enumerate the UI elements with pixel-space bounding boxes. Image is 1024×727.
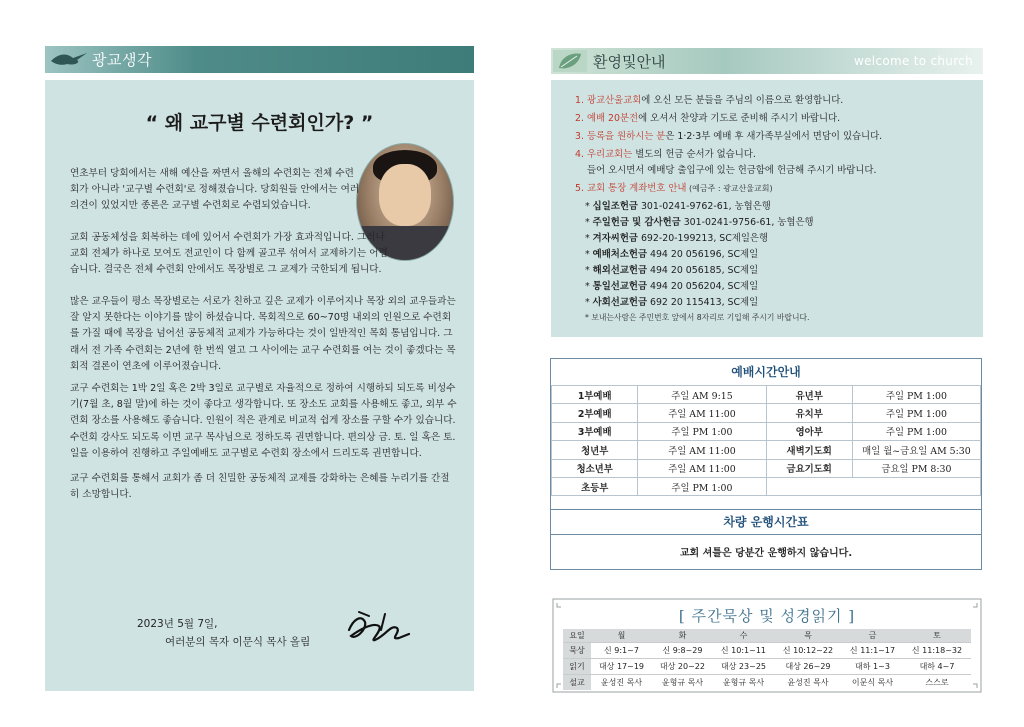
table-cell: 신 9:8~29 bbox=[652, 643, 713, 659]
column-date: 2023년 5월 7일, bbox=[137, 618, 218, 630]
service-name: 영아부 bbox=[766, 422, 852, 440]
schedule-title: 예배시간안내 bbox=[551, 359, 981, 386]
welcome-item-4-continued bbox=[587, 162, 876, 176]
right-header-subtitle: welcome to church bbox=[853, 54, 973, 68]
table-cell: 윤형규 목사 bbox=[713, 675, 774, 691]
table-row bbox=[563, 659, 971, 675]
table-row bbox=[552, 422, 981, 440]
column-header: 화 bbox=[652, 629, 713, 643]
welcome-item-3 bbox=[575, 128, 882, 142]
service-name: 초등부 bbox=[552, 477, 638, 495]
table-header-row bbox=[563, 629, 971, 643]
service-time: 주일 AM 9:15 bbox=[638, 386, 766, 404]
table-cell: 대하 1~3 bbox=[842, 659, 903, 675]
table-cell: 대상 17~19 bbox=[591, 659, 652, 675]
service-time: 주일 PM 1:00 bbox=[852, 422, 980, 440]
welcome-item-highlight: 광교산울교회 bbox=[586, 95, 642, 106]
welcome-item-text: 에 오셔서 찬양과 기도로 준비해 주시기 바랍니다. bbox=[638, 113, 841, 124]
right-section-header bbox=[551, 48, 983, 74]
service-time: 주일 PM 1:00 bbox=[638, 422, 766, 440]
account-value: 494 20 056204, SC제일 bbox=[650, 281, 759, 292]
service-name: 3부예배 bbox=[552, 422, 638, 440]
column-header: 금 bbox=[842, 629, 903, 643]
row-label: 읽기 bbox=[563, 659, 591, 675]
column-header: 요일 bbox=[563, 629, 591, 643]
account-name: 겨자씨헌금 bbox=[592, 233, 638, 244]
service-time: 주일 PM 1:00 bbox=[852, 386, 980, 404]
row-label: 설교 bbox=[563, 675, 591, 691]
welcome-item-highlight: 등록을 원하시는 분 bbox=[586, 131, 666, 142]
welcome-item-text: (예금주 : 광교산울교회) bbox=[686, 184, 773, 193]
empty-cell bbox=[766, 477, 980, 495]
table-cell: 윤성진 목사 bbox=[774, 675, 842, 691]
welcome-item-5 bbox=[575, 180, 773, 194]
column-header: 월 bbox=[591, 629, 652, 643]
row-label: 묵상 bbox=[563, 643, 591, 659]
table-cell: 신 11:1~17 bbox=[842, 643, 903, 659]
table-row bbox=[563, 675, 971, 691]
account-value: 301-0241-9756-61, 농협은행 bbox=[683, 217, 814, 228]
table-cell: 스스로 bbox=[903, 675, 971, 691]
column-signoff: 여러분의 목자 이문식 목사 올림 bbox=[165, 636, 311, 648]
service-name: 유년부 bbox=[766, 386, 852, 404]
column-paragraph-5: 교구 수련회를 통해서 교회가 좀 더 친밀한 공동체적 교제를 강화하는 은혜를 누리기를 간절히 소망합니다. bbox=[70, 473, 450, 501]
account-name: 사회선교헌금 bbox=[592, 297, 648, 308]
service-name: 2부예배 bbox=[552, 404, 638, 422]
welcome-item-text: 은 1·2·3부 예배 후 새가족부실에서 면담이 있습니다. bbox=[665, 131, 883, 142]
reading-title: [ 주간묵상 및 성경읽기 ] bbox=[678, 607, 856, 625]
weekly-reading bbox=[551, 597, 983, 694]
column-header: 토 bbox=[903, 629, 971, 643]
column-paragraph-1: 연초부터 당회에서는 새해 예산을 짜면서 올해의 수련회는 전체 수련회가 아니라 '교구별 수련회'로 정해졌습니다. 당회원들 안에서는 여러 의견이 있었지만 종론은 교구별 수련회로 수렴되었습니다. bbox=[70, 168, 360, 212]
table-row bbox=[552, 404, 981, 422]
column-paragraph-4: 교구 수련회는 1박 2일 혹은 2박 3일로 교구별로 자율적으로 정하여 시행하되 되도록 비성수기(7월 초, 8월 말)에 하는 것이 좋다고 생각합니다. 또 장소도 교회를 사용해도 좋고, 외부 수련회 장소를 사용해도 좋습니다. 인원이 적은 관계로 비교적 쉽게 장소를 구할 수가 있습니다. 수련회 강사도 되도록 이면 교구 목사님으로 정하도록 권면합니다. 편의상 금. 토. 일 혹은 토. 일을 이용하여 진행하고 주일예배도 교구별로 수련회 장소에서 드리도록 권면합니다. bbox=[70, 383, 457, 459]
account-row: * 사회선교헌금 692 20 115413, SC제일 bbox=[585, 297, 759, 308]
table-cell: 이문식 목사 bbox=[842, 675, 903, 691]
account-row: * 주일헌금 및 감사헌금 301-0241-9756-61, 농협은행 bbox=[585, 217, 814, 228]
welcome-item-highlight: 우리교회는 bbox=[586, 149, 633, 160]
service-name: 새벽기도회 bbox=[766, 441, 852, 459]
service-time: 매일 월~금요일 AM 5:30 bbox=[852, 441, 980, 459]
account-row: * 예배처소헌금 494 20 056196, SC제일 bbox=[585, 249, 759, 260]
welcome-item-number: 5. bbox=[575, 183, 584, 194]
handwritten-signature bbox=[339, 600, 415, 652]
service-name: 청소년부 bbox=[552, 459, 638, 477]
welcome-item-number: 2. bbox=[575, 113, 584, 124]
welcome-item-text: 에 오신 모든 분들을 주님의 이름으로 환영합니다. bbox=[641, 95, 844, 106]
welcome-item-number: 4. bbox=[575, 149, 584, 160]
service-name: 금요기도회 bbox=[766, 459, 852, 477]
left-header-title: 광교생각 bbox=[92, 51, 152, 69]
service-time: 주일 AM 11:00 bbox=[638, 404, 766, 422]
account-name: 통일선교헌금 bbox=[592, 281, 648, 292]
column-paragraph-3: 많은 교우들이 평소 목장별로는 서로가 친하고 깊은 교제가 이루어지나 목장 외의 교우들과는 잘 알지 못한다는 이야기를 많이 하셨습니다. 목회적으로 60~70명 내외의 인원으로 수련회를 가질 때에 목장을 넘어선 공동체적 교제가 가능하다는 것이 일반적인 목회 통념입니다. 그래서 전 가족 수련회는 2년에 한 번씩 열고 그 사이에는 교구 수련회를 여는 것이 좋겠다는 목회적 결론이 연초에 이루어졌습니다. bbox=[70, 296, 456, 372]
table-cell: 대상 20~22 bbox=[652, 659, 713, 675]
table-row bbox=[552, 459, 981, 477]
table-row bbox=[563, 643, 971, 659]
service-name: 유치부 bbox=[766, 404, 852, 422]
left-section-header bbox=[45, 46, 474, 73]
account-name: 십일조헌금 bbox=[592, 201, 638, 212]
portrait-face bbox=[379, 164, 431, 226]
table-row bbox=[552, 386, 981, 404]
account-name: 해외선교헌금 bbox=[592, 265, 648, 276]
table-cell: 대하 4~7 bbox=[903, 659, 971, 675]
right-header-title: 환영및안내 bbox=[593, 53, 666, 71]
table-cell: 대상 23~25 bbox=[713, 659, 774, 675]
welcome-item-highlight: 예배 20분전 bbox=[586, 113, 639, 124]
welcome-item-text: 들어 오시면서 예배당 출입구에 있는 헌금함에 헌금해 주시기 바랍니다. bbox=[587, 165, 877, 176]
account-note: * 보내는사람은 주민번호 앞에서 8자리로 기입해 주시기 바랍니다. bbox=[585, 313, 810, 322]
account-row: * 겨자씨헌금 692-20-199213, SC제일은행 bbox=[585, 233, 769, 244]
account-row: * 십일조헌금 301-0241-9762-61, 농협은행 bbox=[585, 201, 771, 212]
account-value: 494 20 056196, SC제일 bbox=[650, 249, 759, 260]
account-row: * 해외선교헌금 494 20 056185, SC제일 bbox=[585, 265, 759, 276]
leaf-icon bbox=[553, 50, 587, 72]
account-value: 692 20 115413, SC제일 bbox=[650, 297, 759, 308]
welcome-item-text: 별도의 헌금 순서가 없습니다. bbox=[632, 149, 756, 160]
welcome-panel bbox=[551, 80, 983, 337]
service-time: 금요일 PM 8:30 bbox=[852, 459, 980, 477]
table-cell: 신 10:1~11 bbox=[713, 643, 774, 659]
service-time: 주일 PM 1:00 bbox=[638, 477, 766, 495]
column-title: “ 왜 교구별 수련회인가? ” bbox=[145, 112, 374, 134]
column-header: 목 bbox=[774, 629, 842, 643]
table-cell: 신 11:18~32 bbox=[903, 643, 971, 659]
account-value: 494 20 056185, SC제일 bbox=[650, 265, 759, 276]
welcome-item-number: 3. bbox=[575, 131, 584, 142]
welcome-item-number: 1. bbox=[575, 95, 584, 106]
table-row bbox=[552, 477, 981, 495]
reading-table bbox=[563, 629, 971, 690]
table-cell: 신 10:12~22 bbox=[774, 643, 842, 659]
service-name: 청년부 bbox=[552, 441, 638, 459]
account-name: 예배처소헌금 bbox=[592, 249, 648, 260]
shuttle-notice: 교회 셔틀은 당분간 운행하지 않습니다. bbox=[679, 548, 853, 559]
service-time: 주일 PM 1:00 bbox=[852, 404, 980, 422]
table-cell: 대상 26~29 bbox=[774, 659, 842, 675]
table-row bbox=[552, 441, 981, 459]
account-name: 주일헌금 및 감사헌금 bbox=[592, 217, 681, 228]
account-value: 692-20-199213, SC제일은행 bbox=[640, 233, 769, 244]
table-cell: 윤형규 목사 bbox=[652, 675, 713, 691]
column-header: 수 bbox=[713, 629, 774, 643]
schedule-table bbox=[551, 385, 981, 496]
welcome-item-highlight: 교회 통장 계좌번호 안내 bbox=[586, 183, 687, 194]
shuttle-title: 차량 운행시간표 bbox=[551, 509, 981, 535]
welcome-item-2 bbox=[575, 110, 840, 124]
dove-icon bbox=[49, 49, 89, 69]
account-row: * 통일선교헌금 494 20 056204, SC제일 bbox=[585, 281, 759, 292]
table-cell: 신 9:1~7 bbox=[591, 643, 652, 659]
column-paragraph-2: 교회 공동체성을 회복하는 데에 있어서 수련회가 가장 효과적입니다. 그러나 교회 전체가 하나로 모여도 전교인이 다 함께 골고루 섞여서 교제하기는 어렵습니다. 결국은 전체 수련회 안에서도 목장별로 그 교제가 국한되게 됩니다. bbox=[70, 232, 388, 276]
welcome-item-4 bbox=[575, 146, 756, 160]
service-time: 주일 AM 11:00 bbox=[638, 459, 766, 477]
worship-schedule bbox=[550, 358, 982, 570]
service-time: 주일 AM 11:00 bbox=[638, 441, 766, 459]
service-name: 1부예배 bbox=[552, 386, 638, 404]
table-cell: 윤성진 목사 bbox=[591, 675, 652, 691]
pastor-column bbox=[45, 80, 474, 691]
account-value: 301-0241-9762-61, 농협은행 bbox=[640, 201, 771, 212]
welcome-item-1 bbox=[575, 92, 843, 106]
